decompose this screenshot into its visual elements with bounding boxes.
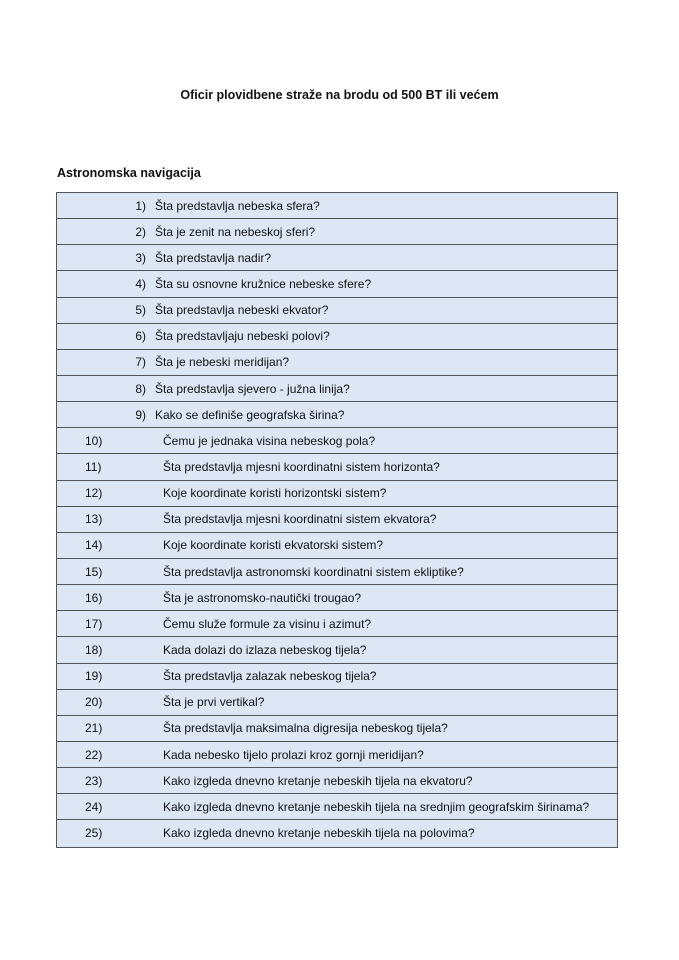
question-text: Čemu služe formule za visinu i azimut? (163, 616, 372, 631)
question-row (57, 481, 617, 507)
question-text: Kada dolazi do izlaza nebeskog tijela? (163, 642, 367, 657)
question-number: 21) (85, 721, 103, 736)
question-row (57, 350, 617, 376)
question-row (57, 664, 617, 690)
question-row (57, 690, 617, 716)
question-row (57, 794, 617, 820)
question-number: 25) (85, 826, 103, 841)
question-text: Kako izgleda dnevno kretanje nebeskih tijela na polovima? (163, 826, 475, 841)
question-number: 18) (85, 642, 103, 657)
question-number: 9) (135, 407, 146, 422)
question-text: Šta su osnovne kružnice nebeske sfere? (155, 276, 372, 291)
question-number: 20) (85, 695, 103, 710)
question-number: 23) (85, 773, 103, 788)
question-text: Šta predstavlja maksimalna digresija nebeskog tijela? (163, 721, 448, 736)
question-number: 22) (85, 747, 103, 762)
question-text: Šta predstavlja mjesni koordinatni sistem ekvatora? (163, 512, 437, 527)
question-row (57, 324, 617, 350)
question-row (57, 271, 617, 297)
question-text: Šta je prvi vertikal? (163, 695, 265, 710)
question-text: Koje koordinate koristi ekvatorski sistem? (163, 538, 384, 553)
question-number: 11) (85, 459, 102, 474)
question-number: 1) (135, 198, 146, 213)
question-number: 16) (85, 590, 103, 605)
question-row (57, 454, 617, 480)
question-text: Šta predstavljaju nebeski polovi? (155, 329, 330, 344)
question-number: 7) (135, 355, 146, 370)
question-number: 17) (85, 616, 103, 631)
question-row (57, 559, 617, 585)
question-number: 19) (85, 669, 103, 684)
question-number: 4) (135, 276, 146, 291)
question-row (57, 193, 617, 219)
question-number: 10) (85, 433, 103, 448)
question-number: 8) (135, 381, 146, 396)
question-row (57, 768, 617, 794)
question-text: Čemu je jednaka visina nebeskog pola? (163, 433, 376, 448)
document-title: Oficir plovidbene straže na brodu od 500 BT ili većem (180, 88, 499, 102)
question-row (57, 507, 617, 533)
question-row (57, 637, 617, 663)
question-number: 14) (85, 538, 103, 553)
question-number: 24) (85, 799, 103, 814)
question-text: Kako izgleda dnevno kretanje nebeskih tijela na srednjim geografskim širinama? (163, 799, 590, 814)
question-text: Šta je nebeski meridijan? (155, 355, 290, 370)
question-text: Kako izgleda dnevno kretanje nebeskih tijela na ekvatoru? (163, 773, 473, 788)
question-row (57, 245, 617, 271)
question-row (57, 716, 617, 742)
question-text: Kada nebesko tijelo prolazi kroz gornji meridijan? (163, 747, 424, 762)
question-row (57, 376, 617, 402)
question-row (57, 533, 617, 559)
question-number: 12) (85, 486, 103, 501)
question-row (57, 402, 617, 428)
question-row (57, 611, 617, 637)
question-text: Šta je astronomsko-nautički trougao? (163, 590, 362, 605)
question-text: Šta predstavlja sjevero - južna linija? (155, 381, 350, 396)
question-row (57, 428, 617, 454)
question-number: 3) (135, 250, 146, 265)
question-text: Šta predstavlja nebeski ekvator? (155, 303, 329, 318)
question-text: Šta predstavlja mjesni koordinatni sistem horizonta? (163, 459, 440, 474)
question-text: Šta predstavlja zalazak nebeskog tijela? (163, 669, 377, 684)
question-number: 15) (85, 564, 103, 579)
question-row (57, 585, 617, 611)
question-text: Kako se definiše geografska širina? (155, 407, 345, 422)
question-text: Šta predstavlja nadir? (155, 250, 272, 265)
question-number: 6) (135, 329, 146, 344)
question-row (57, 219, 617, 245)
section-heading: Astronomska navigacija (57, 166, 201, 180)
question-number: 13) (85, 512, 103, 527)
question-number: 2) (135, 224, 146, 239)
question-text: Šta je zenit na nebeskoj sferi? (155, 224, 316, 239)
question-text: Šta predstavlja nebeska sfera? (155, 198, 320, 213)
question-text: Koje koordinate koristi horizontski sistem? (163, 486, 387, 501)
question-text: Šta predstavlja astronomski koordinatni sistem ekliptike? (163, 564, 464, 579)
question-number: 5) (135, 303, 146, 318)
question-row (57, 298, 617, 324)
question-row (57, 742, 617, 768)
question-table (56, 192, 618, 848)
question-row (57, 820, 617, 846)
